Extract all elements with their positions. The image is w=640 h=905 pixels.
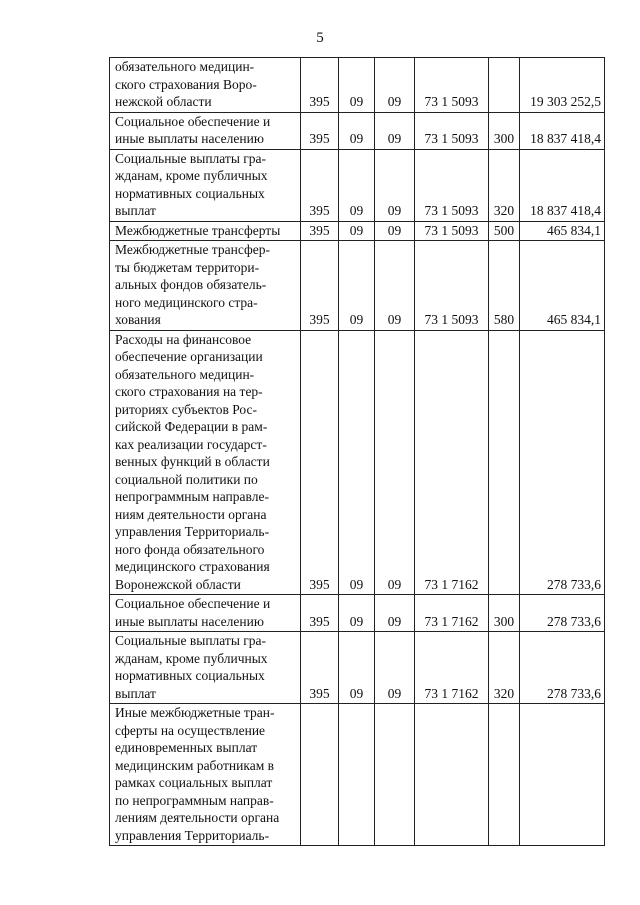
cell-item-name [110, 221, 301, 241]
table-row [110, 221, 605, 241]
item-name-line: альных фондов обязатель- [115, 277, 267, 292]
cell-item-name [110, 149, 301, 221]
cell-subsection-code: 09 [375, 241, 415, 331]
item-name-line: иные выплаты населению [115, 131, 264, 146]
item-name-line: Социальное обеспечение и [115, 113, 271, 129]
cell-target-article-code: 73 1 7162 [415, 595, 489, 632]
cell-amount: 465 834,1 [520, 221, 605, 241]
item-name-line: Воронежской области [115, 576, 241, 592]
cell-expense-type-code [489, 58, 520, 113]
cell-section-code: 09 [339, 149, 375, 221]
budget-table [109, 57, 605, 846]
item-name-line: Межбюджетные трансфер- [115, 242, 270, 257]
table-row [110, 112, 605, 149]
table-row [110, 58, 605, 113]
cell-expense-type-code: 320 [489, 632, 520, 704]
cell-expense-type-code: 300 [489, 112, 520, 149]
cell-amount: 18 837 418,4 [520, 112, 605, 149]
table-row [110, 632, 605, 704]
cell-item-name [110, 704, 301, 846]
item-name-line: нежской области [115, 94, 212, 109]
cell-section-code: 09 [339, 58, 375, 113]
cell-amount: 465 834,1 [520, 241, 605, 331]
cell-amount: 278 733,6 [520, 632, 605, 704]
cell-subsection-code: 09 [375, 112, 415, 149]
item-name-line: медицинского страхования [115, 559, 270, 574]
cell-subsection-code: 09 [375, 58, 415, 113]
cell-target-article-code: 73 1 5093 [415, 58, 489, 113]
cell-department-code [301, 704, 339, 846]
item-name-line: Межбюджетные трансферты [115, 222, 281, 238]
item-name-line: Социальные выплаты гра- [115, 150, 267, 166]
item-name-line: Иные межбюджетные тран- [115, 705, 275, 720]
item-name-line: хования [115, 312, 161, 327]
item-name-line: ного медицинского стра- [115, 294, 258, 310]
cell-expense-type-code: 320 [489, 149, 520, 221]
item-name-line: сферты на осуществление [115, 722, 266, 738]
item-name-line: Расходы на финансовое [115, 331, 252, 347]
item-name-line: жданам, кроме публичных [115, 650, 268, 666]
item-name-line: управления Территориаль- [115, 827, 270, 843]
cell-amount: 18 837 418,4 [520, 149, 605, 221]
cell-department-code: 395 [301, 58, 339, 113]
item-name-line: ках реализации государст- [115, 436, 267, 452]
item-name-line: риториях субъектов Рос- [115, 401, 257, 417]
table-row [110, 330, 605, 595]
cell-subsection-code: 09 [375, 632, 415, 704]
item-name-line: венных функций в области [115, 454, 270, 469]
cell-expense-type-code [489, 704, 520, 846]
item-name-line: рамках социальных выплат [115, 775, 273, 790]
table-row [110, 704, 605, 846]
item-name-line: Социальные выплаты гра- [115, 633, 267, 648]
cell-item-name [110, 241, 301, 331]
cell-department-code: 395 [301, 241, 339, 331]
item-name-line: Социальное обеспечение и [115, 596, 271, 611]
item-name-line: нормативных социальных [115, 668, 265, 683]
cell-target-article-code: 73 1 5093 [415, 112, 489, 149]
cell-section-code: 09 [339, 330, 375, 595]
cell-item-name [110, 58, 301, 113]
cell-subsection-code: 09 [375, 330, 415, 595]
item-name-line: управления Территориаль- [115, 524, 270, 539]
cell-target-article-code: 73 1 5093 [415, 221, 489, 241]
cell-amount [520, 704, 605, 846]
cell-amount: 19 303 252,5 [520, 58, 605, 113]
cell-subsection-code: 09 [375, 149, 415, 221]
cell-department-code: 395 [301, 112, 339, 149]
item-name-line: нормативных социальных [115, 185, 265, 201]
item-name-line: выплат [115, 203, 156, 218]
cell-amount: 278 733,6 [520, 330, 605, 595]
item-name-line: обязательного медицин- [115, 59, 255, 74]
cell-item-name [110, 632, 301, 704]
cell-subsection-code [375, 704, 415, 846]
cell-item-name [110, 595, 301, 632]
cell-department-code: 395 [301, 330, 339, 595]
item-name-line: медицинским работникам в [115, 757, 274, 773]
item-name-line: обязательного медицин- [115, 366, 255, 382]
cell-section-code [339, 704, 375, 846]
item-name-line: ного фонда обязательного [115, 541, 265, 557]
item-name-line: ского страхования на тер- [115, 384, 263, 399]
cell-subsection-code: 09 [375, 595, 415, 632]
item-name-line: ского страхования Воро- [115, 76, 257, 92]
table-row [110, 149, 605, 221]
table-row [110, 595, 605, 632]
page-number: 5 [316, 30, 324, 46]
cell-expense-type-code: 300 [489, 595, 520, 632]
cell-item-name [110, 112, 301, 149]
cell-section-code: 09 [339, 221, 375, 241]
item-name-line: ниям деятельности органа [115, 506, 267, 522]
cell-section-code: 09 [339, 241, 375, 331]
cell-section-code: 09 [339, 595, 375, 632]
cell-target-article-code: 73 1 5093 [415, 149, 489, 221]
item-name-line: жданам, кроме публичных [115, 168, 268, 183]
cell-expense-type-code: 580 [489, 241, 520, 331]
cell-section-code: 09 [339, 632, 375, 704]
cell-expense-type-code: 500 [489, 221, 520, 241]
cell-item-name [110, 330, 301, 595]
cell-target-article-code: 73 1 5093 [415, 241, 489, 331]
item-name-line: лениям деятельности органа [115, 810, 280, 825]
cell-target-article-code [415, 704, 489, 846]
table-row [110, 241, 605, 331]
cell-department-code: 395 [301, 149, 339, 221]
item-name-line: по непрограммным направ- [115, 792, 274, 808]
cell-target-article-code: 73 1 7162 [415, 632, 489, 704]
cell-department-code: 395 [301, 221, 339, 241]
item-name-line: ты бюджетам территори- [115, 259, 260, 275]
item-name-line: непрограммным направле- [115, 489, 269, 504]
item-name-line: обеспечение организации [115, 349, 263, 364]
cell-subsection-code: 09 [375, 221, 415, 241]
item-name-line: выплат [115, 685, 156, 701]
cell-expense-type-code [489, 330, 520, 595]
cell-amount: 278 733,6 [520, 595, 605, 632]
item-name-line: социальной политики по [115, 471, 258, 487]
item-name-line: единовременных выплат [115, 740, 258, 755]
cell-department-code: 395 [301, 595, 339, 632]
cell-department-code: 395 [301, 632, 339, 704]
cell-target-article-code: 73 1 7162 [415, 330, 489, 595]
item-name-line: сийской Федерации в рам- [115, 419, 268, 434]
item-name-line: иные выплаты населению [115, 613, 264, 629]
cell-section-code: 09 [339, 112, 375, 149]
